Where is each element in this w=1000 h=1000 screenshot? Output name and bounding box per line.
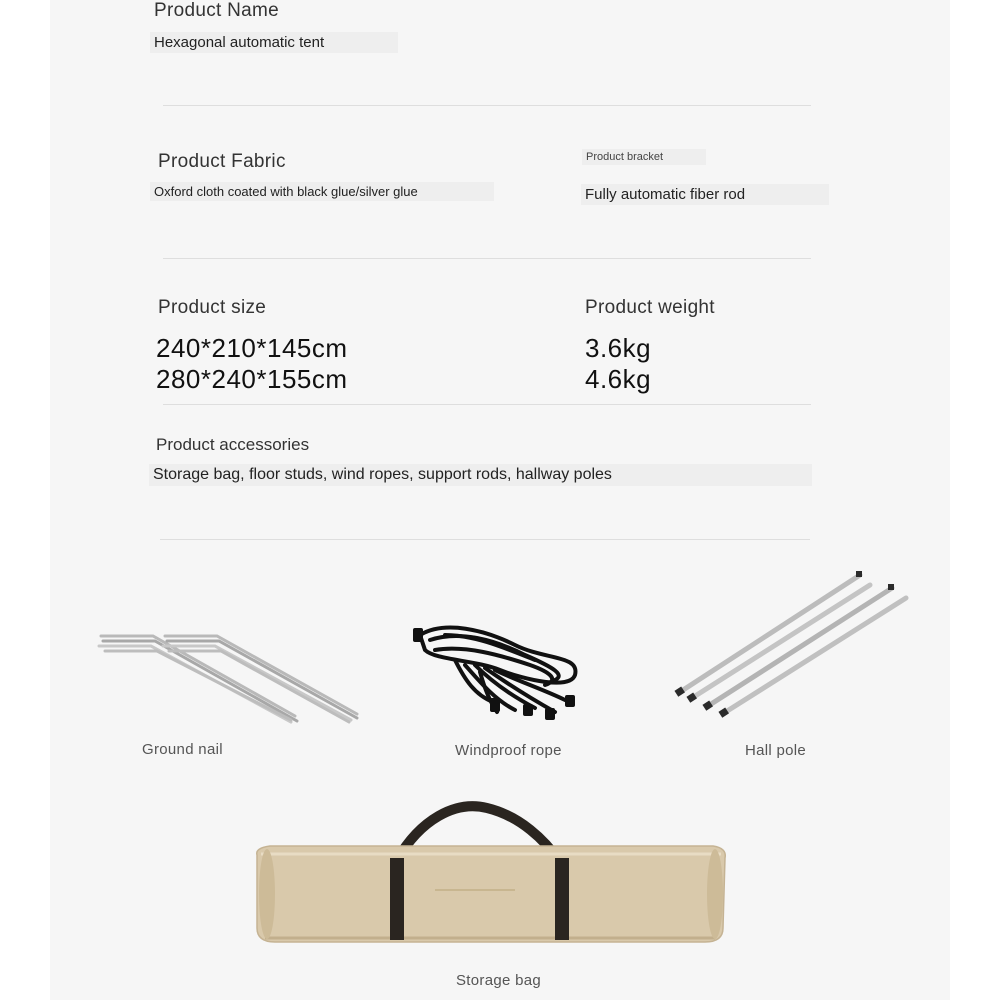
product-weight-value-1: 3.6kg (585, 333, 652, 363)
product-weight-label: Product weight (585, 297, 715, 318)
hall-pole-image (670, 570, 910, 720)
product-accessories-value: Storage bag, floor studs, wind ropes, support rods, hallway poles (149, 464, 812, 486)
ground-nail-image (95, 628, 365, 723)
product-fabric-value: Oxford cloth coated with black glue/silver glue (150, 182, 494, 201)
divider (163, 258, 811, 259)
windproof-rope-image (405, 620, 585, 720)
product-size-value-2: 280*240*155cm (156, 364, 348, 394)
divider (160, 539, 810, 540)
product-size-value-1: 240*210*145cm (156, 333, 348, 363)
storage-bag-caption: Storage bag (456, 972, 542, 989)
storage-bag-image (245, 800, 735, 950)
divider (163, 404, 811, 405)
product-name-label: Product Name (154, 0, 280, 21)
windproof-rope-caption: Windproof rope (455, 742, 562, 759)
hall-pole-caption: Hall pole (745, 742, 807, 759)
product-name-value: Hexagonal automatic tent (150, 32, 398, 53)
product-size-label: Product size (158, 297, 267, 318)
product-bracket-label: Product bracket (582, 149, 706, 165)
divider (163, 105, 811, 106)
product-bracket-value: Fully automatic fiber rod (581, 184, 829, 205)
product-weight-value-2: 4.6kg (585, 364, 652, 394)
ground-nail-caption: Ground nail (142, 741, 223, 758)
product-accessories-label: Product accessories (156, 435, 310, 454)
product-fabric-label: Product Fabric (158, 151, 286, 172)
